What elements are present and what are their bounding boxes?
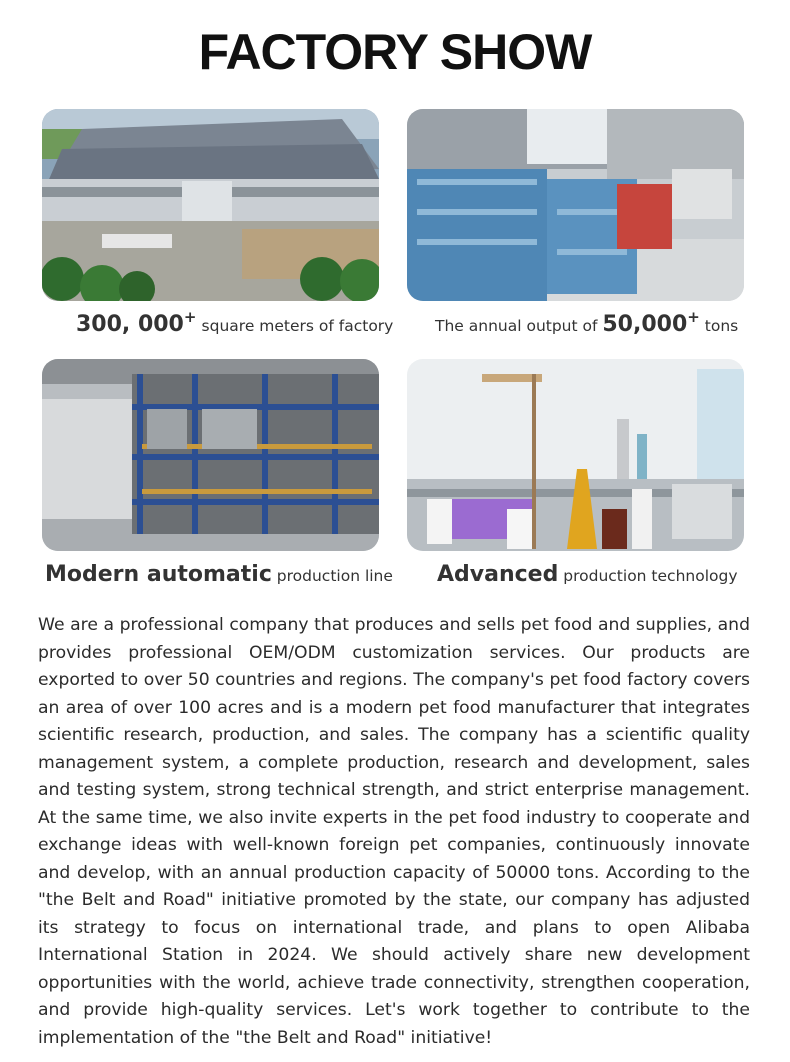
factory-area-plus: +: [183, 308, 197, 326]
annual-output-suffix: tons: [699, 317, 739, 335]
annual-output-value: 50,000: [602, 312, 688, 337]
factory-aerial-photo: [42, 109, 379, 301]
annual-output-plus: +: [687, 308, 700, 326]
technology-text: production technology: [558, 567, 738, 585]
company-description: We are a professional company that produces and sells pet food and supplies, and provides professional OEM/ODM customization services. Our products are exported to over 50 countries and regions. The company's pet food factory covers an area of over 100 acres and is a modern pet food manufacturer that integrates scientific research, production, and sales. The company has a scientific quality management system, a complete production, research and development, sales and testing system, strong technical strength, and strict enterprise management. At the same time, we also invite experts in the pet food industry to cooperate and exchange ideas with well-known foreign pet companies, continuously innovate and develop, with an annual production capacity of 50000 tons. According to the "the Belt and Road" initiative promoted by the state, our company has adjusted its strategy to focus on international trade, and plans to open Alibaba International Station in 2024. We should actively share new development opportunities with the world, achieve trade connectivity, strengthen cooperation, and provide high-quality services. Let's work together to contribute to the implementation of the "the Belt and Road" initiative!: [38, 615, 750, 1048]
factory-area-text: square meters of factory: [201, 317, 394, 335]
production-line-photo: [42, 359, 379, 551]
laboratory-photo: [407, 359, 744, 551]
annual-output-caption: [435, 308, 739, 337]
production-line-caption: [45, 562, 393, 587]
factory-area-caption: [76, 308, 394, 337]
production-line-text: production line: [271, 567, 393, 585]
annual-output-prefix: The annual output of: [435, 317, 603, 335]
factory-area-value: 300, 000: [76, 312, 184, 337]
technology-bold: Advanced: [437, 562, 559, 587]
production-line-bold: Modern automatic: [45, 562, 272, 587]
technology-caption: [437, 562, 738, 587]
warehouse-bags-photo: [407, 109, 744, 301]
page-title: FACTORY SHOW: [198, 24, 592, 80]
